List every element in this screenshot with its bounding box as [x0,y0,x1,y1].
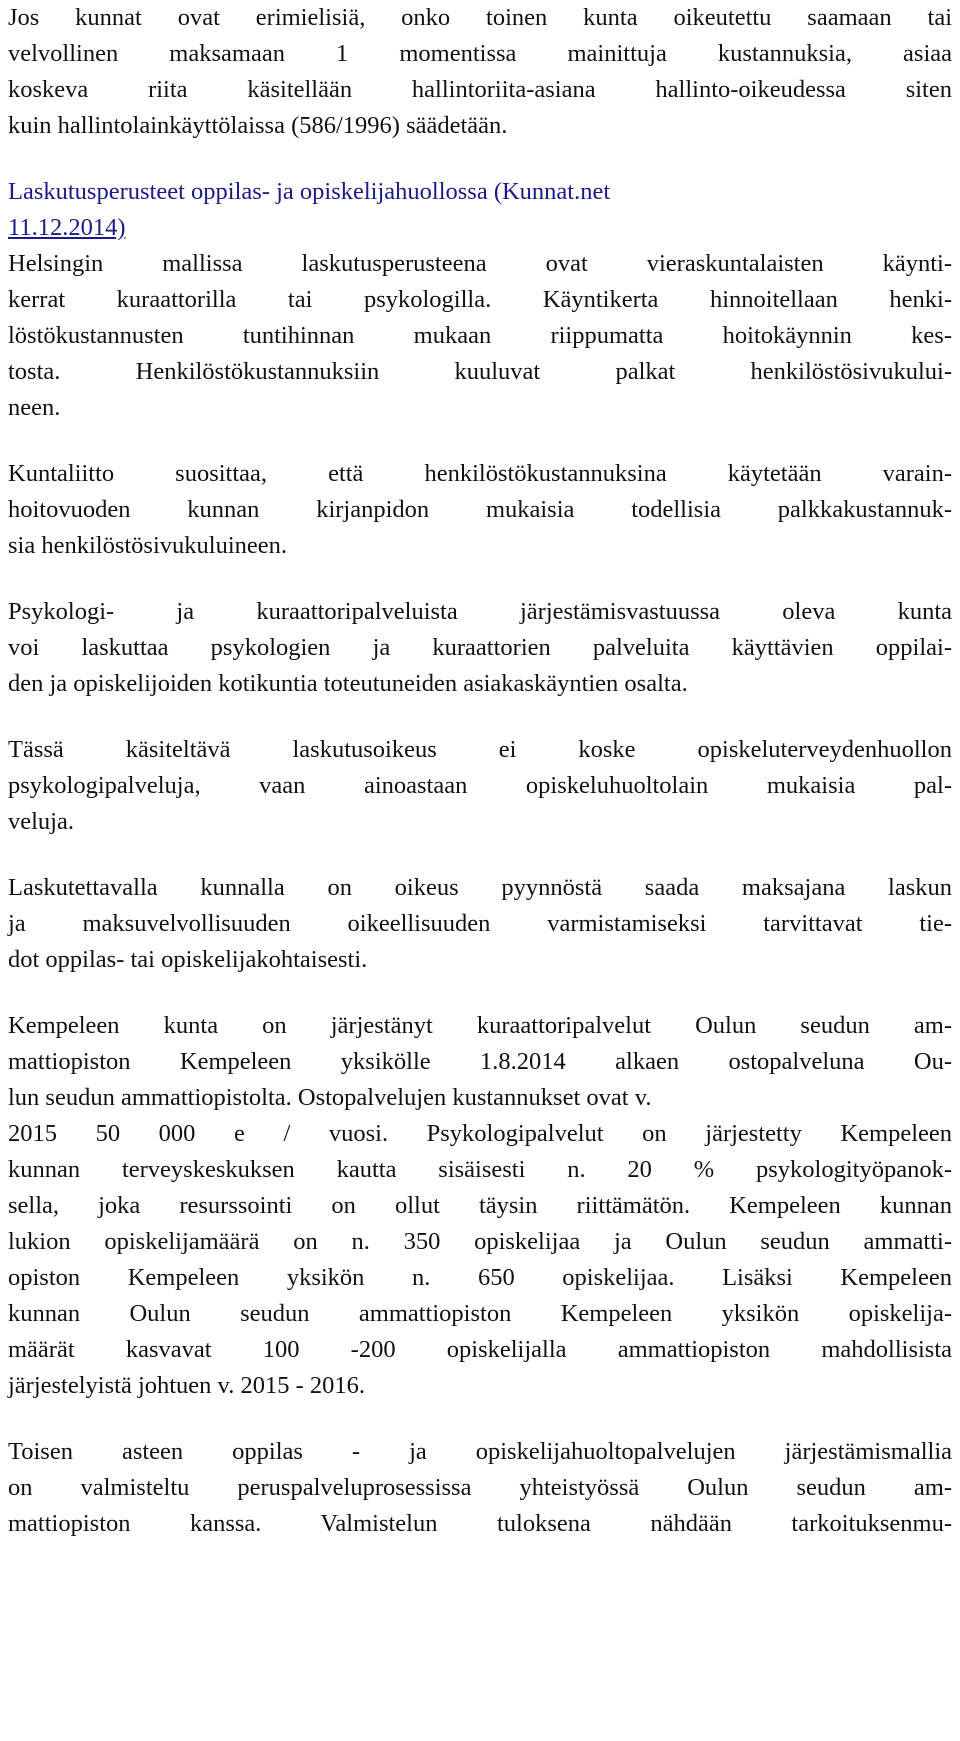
text-line: kunnan terveyskeskuksen kautta sisäisesti n. 20 % psykologityöpanok- [8,1156,952,1183]
text-line: veluja. [8,808,74,835]
text-line: Helsingin mallissa laskutusperusteena ovat vieraskuntalaisten käynti- [8,250,952,277]
paragraph-kempele-services [8,1008,952,1404]
text-line: den ja opiskelijoiden kotikuntia toteutuneiden asiakaskäyntien osalta. [8,670,688,697]
text-line: 2015 50 000 e / vuosi. Psykologipalvelut on järjestetty Kempeleen [8,1120,952,1147]
text-line: psykologipalveluja, vaan ainoastaan opiskeluhuoltolain mukaisia pal- [8,772,952,799]
text-line: lukion opiskelijamäärä on n. 350 opiskelijaa ja Oulun seudun ammatti- [8,1228,952,1255]
text-line: mattiopiston Kempeleen yksikölle 1.8.2014 alkaen ostopalveluna Ou- [8,1048,952,1075]
text-line: ja maksuvelvollisuuden oikeellisuuden varmistamiseksi tarvittavat tie- [8,910,952,937]
paragraph-gap [8,564,952,594]
text-line: opiston Kempeleen yksikön n. 650 opiskelijaa. Lisäksi Kempeleen [8,1264,952,1291]
heading-line[interactable]: Laskutusperusteet oppilas- ja opiskelijahuollossa (Kunnat.net [8,178,611,205]
paragraph-gap [8,426,952,456]
paragraph-gap [8,978,952,1008]
text-line: sella, joka resurssointi on ollut täysin riittämätön. Kempeleen kunnan [8,1192,952,1219]
text-line: mattiopiston kanssa. Valmistelun tuloksena nähdään tarkoituksenmu- [8,1510,952,1537]
text-line: on valmisteltu peruspalveluprosessissa yhteistyössä Oulun seudun am- [8,1474,952,1501]
text-line: voi laskuttaa psykologien ja kuraattorien palveluita käyttävien oppilai- [8,634,952,661]
text-line: neen. [8,394,61,421]
text-line: lun seudun ammattiopistolta. Ostopalvelujen kustannukset ovat v. [8,1084,652,1111]
text-line: dot oppilas- tai opiskelijakohtaisesti. [8,946,368,973]
section-heading-link[interactable] [8,174,952,246]
text-line: kerrat kuraattorilla tai psykologilla. Käyntikerta hinnoitellaan henki- [8,286,952,313]
text-line: sia henkilöstösivukuluineen. [8,532,287,559]
paragraph-helsinki-model [8,246,952,426]
paragraph-dispute-resolution [8,0,952,144]
text-line: määrät kasvavat 100 -200 opiskelijalla ammattiopiston mahdollisista [8,1336,952,1363]
paragraph-gap [8,144,952,174]
paragraph-gap [8,840,952,870]
text-line: Toisen asteen oppilas - ja opiskelijahuoltopalvelujen järjestämismallia [8,1438,952,1465]
text-line: järjestelyistä johtuen v. 2015 - 2016. [8,1372,365,1399]
text-line: kunnan Oulun seudun ammattiopiston Kempeleen yksikön opiskelija- [8,1300,952,1327]
paragraph-gap [8,702,952,732]
paragraph-kuntaliitto-recommendation [8,456,952,564]
text-line: velvollinen maksamaan 1 momentissa mainittuja kustannuksia, asiaa [8,40,952,67]
document-page [8,0,952,1542]
paragraph-billing-scope [8,732,952,840]
text-line: Kuntaliitto suosittaa, että henkilöstökustannuksina käytetään varain- [8,460,952,487]
paragraph-billing-municipality [8,594,952,702]
text-line: löstökustannusten tuntihinnan mukaan riippumatta hoitokäynnin kes- [8,322,952,349]
text-line: Kempeleen kunta on järjestänyt kuraattoripalvelut Oulun seudun am- [8,1012,952,1039]
text-line: hoitovuoden kunnan kirjanpidon mukaisia todellisia palkkakustannuk- [8,496,952,523]
text-line: Tässä käsiteltävä laskutusoikeus ei koske opiskeluterveydenhuollon [8,736,952,763]
paragraph-gap [8,1404,952,1434]
paragraph-information-right [8,870,952,978]
text-line: Laskutettavalla kunnalla on oikeus pyynnöstä saada maksajana laskun [8,874,952,901]
text-line: Jos kunnat ovat erimielisiä, onko toinen kunta oikeutettu saamaan tai [8,4,952,31]
text-line: Psykologi- ja kuraattoripalveluista järjestämisvastuussa oleva kunta [8,598,952,625]
text-line: koskeva riita käsitellään hallintoriita-asiana hallinto-oikeudessa siten [8,76,952,103]
paragraph-second-level-model [8,1434,952,1542]
text-line: kuin hallintolainkäyttölaissa (586/1996) säädetään. [8,112,508,139]
heading-line[interactable]: 11.12.2014) [8,214,126,241]
text-line: tosta. Henkilöstökustannuksiin kuuluvat palkat henkilöstösivukului- [8,358,952,385]
